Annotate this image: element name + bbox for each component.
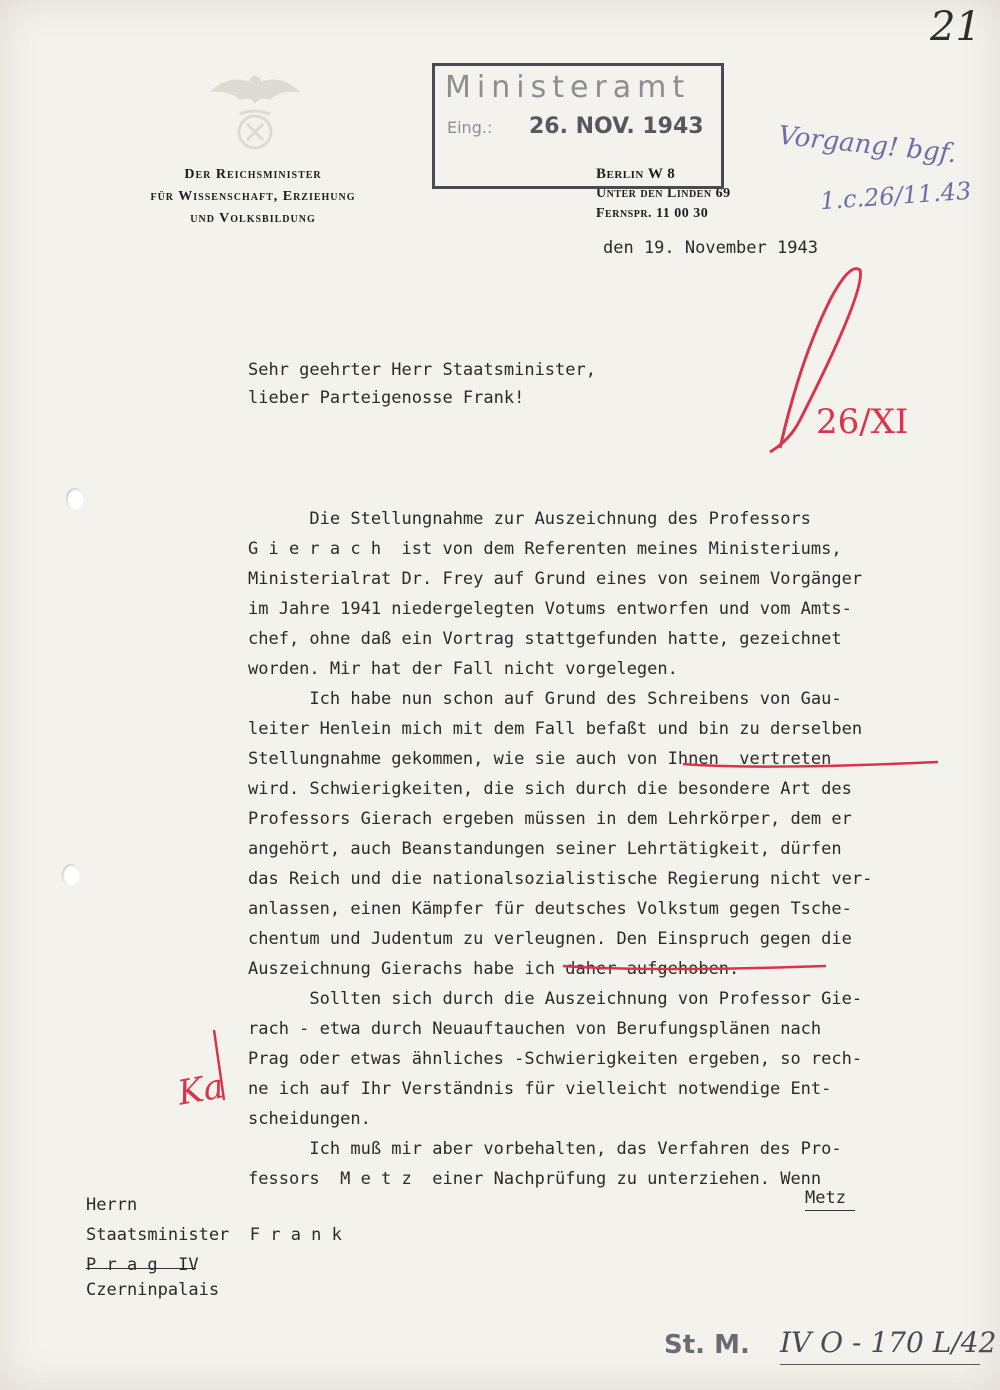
body-line: Ich muß mir aber vorbehalten, das Verfahren des Pro-	[248, 1139, 842, 1159]
body-line: leiter Henlein mich mit dem Fall befaßt und bin zu derselben	[248, 719, 863, 739]
body-line: angehört, auch Beanstandungen seiner Lehrtätigkeit, dürfen	[248, 839, 842, 859]
body-line: chentum und Judentum zu verleugnen. Den Einspruch gegen die	[248, 929, 852, 949]
body-line: Sollten sich durch die Auszeichnung von Professor Gie-	[248, 989, 863, 1009]
sender-line-3: und Volksbildung	[190, 211, 316, 226]
body-line: im Jahre 1941 niedergelegten Votums entworfen und vom Amts-	[248, 599, 852, 619]
body-line: Professors Gierach ergeben müssen in dem Lehrkörper, dem er	[248, 809, 852, 829]
addressee-line: Herrn	[86, 1195, 138, 1215]
body-line: Auszeichnung Gierachs habe ich daher aufgehoben.	[248, 959, 740, 979]
salutation-line-1: Sehr geehrter Herr Staatsminister,	[248, 360, 596, 380]
body-line: rach - etwa durch Neuauftauchen von Berufungsplänen nach	[248, 1019, 822, 1039]
filing-stamp-reference: IV O - 170 L/42	[780, 1326, 997, 1359]
red-margin-mark: Ka	[174, 1066, 227, 1114]
body-line: chef, ohne daß ein Vortrag stattgefunden hatte, gezeichnet	[248, 629, 842, 649]
filing-stamp-label: St. M.	[664, 1330, 750, 1360]
body-line: Die Stellungnahme zur Auszeichnung des Professors	[248, 509, 811, 529]
addressee-line: Czerninpalais	[86, 1280, 220, 1300]
catchword-underline	[805, 1210, 855, 1211]
pencil-note-2: 1.c.26/11.43	[819, 176, 973, 216]
body-line: Ministerialrat Dr. Frey auf Grund eines von seinem Vorgänger	[248, 569, 863, 589]
sender-line-2: für Wissenschaft, Erziehung	[150, 189, 356, 204]
body-line: fessors M e t z einer Nachprüfung zu unterziehen. Wenn	[248, 1169, 822, 1189]
stamp-received-label: Eing.:	[447, 118, 493, 137]
addressee-line: P r a g IV	[86, 1255, 199, 1275]
punch-hole-top	[66, 488, 84, 510]
body-line: Prag oder etwas ähnliches -Schwierigkeiten ergeben, so rech-	[248, 1049, 863, 1069]
catchword: Metz	[805, 1188, 846, 1208]
body-line: wird. Schwierigkeiten, die sich durch die besondere Art des	[248, 779, 852, 799]
letter-date: den 19. November 1943	[603, 238, 818, 258]
pencil-note-1: Vorgang! bgf.	[776, 120, 959, 170]
address-street: Unter den Linden 69	[596, 186, 731, 201]
filing-stamp-underline	[780, 1364, 980, 1365]
punch-hole-bottom	[62, 864, 80, 886]
body-line: scheidungen.	[248, 1109, 371, 1129]
prag-underline	[86, 1268, 196, 1269]
sender-line-1: Der Reichsminister	[184, 167, 322, 182]
stamp-title: Ministeramt	[445, 70, 691, 105]
red-initial-date: 26/XI	[816, 402, 909, 442]
body-line: anlassen, einen Kämpfer für deutsches Volkstum gegen Tsche-	[248, 899, 852, 919]
address-phone: Fernspr. 11 00 30	[596, 206, 709, 221]
letter-body	[248, 504, 968, 1194]
ministeramt-receipt-stamp	[432, 63, 724, 189]
sender-letterhead	[108, 164, 398, 230]
addressee-block	[86, 1190, 342, 1300]
body-line: Stellungnahme gekommen, wie sie auch von Ihnen vertreten	[248, 749, 832, 769]
salutation	[248, 356, 596, 412]
page-number-handwritten: 21	[930, 4, 981, 50]
body-line: Ich habe nun schon auf Grund des Schreibens von Gau-	[248, 689, 842, 709]
salutation-line-2: lieber Parteigenosse Frank!	[248, 388, 525, 408]
eagle-emblem-icon	[200, 52, 310, 162]
stamp-received-date: 26. NOV. 1943	[529, 114, 704, 139]
body-line: ne ich auf Ihr Verständnis für vielleicht notwendige Ent-	[248, 1079, 832, 1099]
address-city: Berlin W 8	[596, 166, 676, 182]
body-line: worden. Mir hat der Fall nicht vorgelegen.	[248, 659, 678, 679]
addressee-line: Staatsminister F r a n k	[86, 1225, 342, 1245]
body-line: G i e r a c h ist von dem Referenten meines Ministeriums,	[248, 539, 842, 559]
body-line: das Reich und die nationalsozialistische Regierung nicht ver-	[248, 869, 873, 889]
